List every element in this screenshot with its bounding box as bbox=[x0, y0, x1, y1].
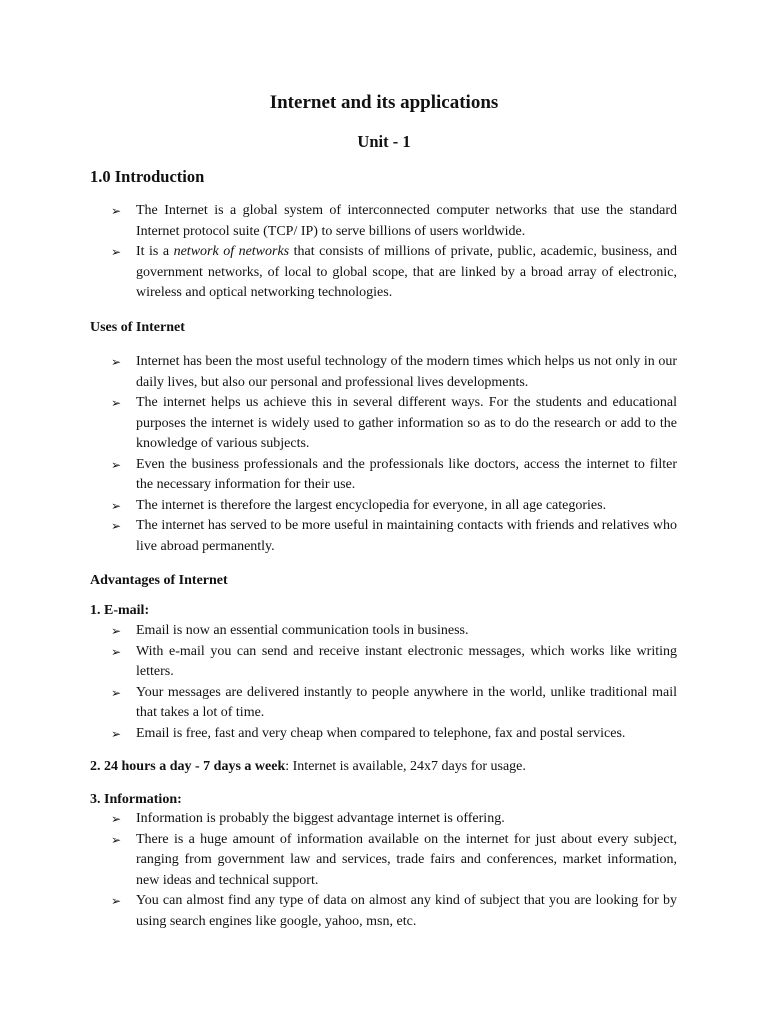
list-item-text: The internet helps us achieve this in several different ways. For the students and educational purposes the internet is widely used to gather information so as to do the research or add to the knowledge of various subjects. bbox=[136, 395, 677, 451]
list-item bbox=[0, 393, 768, 455]
email-list bbox=[0, 621, 768, 744]
arrow-bullet-icon: ➢ bbox=[111, 894, 122, 908]
arrow-bullet-icon: ➢ bbox=[111, 644, 122, 659]
list-item bbox=[0, 242, 768, 304]
arrow-bullet-icon: ➢ bbox=[111, 624, 122, 638]
list-item-text-suffix: that consists of millions of private, public, academic, business, and government networks, of local to global scope, that are linked by a broad array of electronic, wireless and optical networking technologies. bbox=[136, 244, 678, 300]
list-item bbox=[0, 516, 768, 557]
list-item-text: The internet is therefore the largest encyclopedia for everyone, in all age categories. bbox=[136, 497, 607, 513]
section-title: 24 hours a day - 7 days a week bbox=[104, 759, 286, 774]
arrow-bullet-icon: ➢ bbox=[111, 204, 122, 218]
list-item bbox=[0, 642, 768, 683]
introduction-list bbox=[0, 201, 768, 304]
list-item-text: Internet has been the most useful technology of the modern times which helps us not only in our daily lives, but also our personal and professional lives developments. bbox=[136, 354, 677, 390]
arrow-bullet-icon: ➢ bbox=[111, 457, 122, 472]
section-title: Information: bbox=[104, 792, 182, 807]
information-list bbox=[0, 809, 768, 932]
email-heading bbox=[90, 603, 149, 619]
arrow-bullet-icon: ➢ bbox=[111, 519, 122, 533]
availability-heading bbox=[90, 759, 526, 775]
arrow-bullet-icon: ➢ bbox=[111, 355, 122, 369]
information-heading bbox=[90, 792, 182, 808]
list-item bbox=[0, 455, 768, 496]
arrow-bullet-icon: ➢ bbox=[111, 498, 122, 513]
arrow-bullet-icon: ➢ bbox=[111, 832, 122, 847]
section-title: E-mail: bbox=[104, 603, 150, 618]
list-item-text: Your messages are delivered instantly to people anywhere in the world, unlike traditional mail that takes a lot of time. bbox=[136, 684, 677, 720]
list-item-text: You can almost find any type of data on almost any kind of subject that you are looking for by using search engines like google, yahoo, msn, etc. bbox=[136, 893, 677, 929]
list-item-text: Information is probably the biggest advantage internet is offering. bbox=[136, 811, 505, 826]
list-item-text: Email is now an essential communication tools in business. bbox=[136, 623, 469, 638]
list-item bbox=[0, 724, 768, 745]
list-item-text-prefix: It is a bbox=[136, 244, 174, 259]
section-text: : Internet is available, 24x7 days for usage. bbox=[285, 759, 526, 774]
section-number: 3. bbox=[90, 792, 101, 807]
arrow-bullet-icon: ➢ bbox=[111, 245, 122, 259]
list-item-text: With e-mail you can send and receive instant electronic messages, which works like writing letters. bbox=[136, 643, 677, 679]
list-item-text-italic: network of networks bbox=[173, 244, 290, 259]
list-item bbox=[0, 683, 768, 724]
arrow-bullet-icon: ➢ bbox=[111, 726, 122, 741]
list-item bbox=[0, 809, 768, 830]
list-item bbox=[0, 621, 768, 642]
arrow-bullet-icon: ➢ bbox=[111, 812, 122, 826]
document-title: Internet and its applications bbox=[269, 92, 499, 113]
list-item bbox=[0, 201, 768, 242]
uses-heading: Uses of Internet bbox=[90, 320, 185, 335]
list-item-text: There is a huge amount of information available on the internet for just about every subject, ranging from government law and services, trade fairs and conferences, market information, new ideas and technical support. bbox=[136, 831, 677, 888]
list-item-text: Even the business professionals and the professionals like doctors, access the internet to filter the necessary information for their use. bbox=[136, 456, 677, 492]
list-item bbox=[0, 496, 768, 517]
list-item bbox=[0, 891, 768, 932]
section-number: 2. bbox=[90, 759, 101, 774]
unit-heading: Unit - 1 bbox=[357, 132, 411, 151]
list-item bbox=[0, 352, 768, 393]
arrow-bullet-icon: ➢ bbox=[111, 396, 122, 410]
section-number: 1. bbox=[90, 603, 101, 618]
list-item-text: The Internet is a global system of interconnected computer networks that use the standard Internet protocol suite (TCP/ IP) to serve billions of users worldwide. bbox=[136, 203, 677, 239]
arrow-bullet-icon: ➢ bbox=[111, 685, 122, 700]
advantages-heading: Advantages of Internet bbox=[90, 573, 228, 588]
list-item bbox=[0, 830, 768, 892]
list-item-text: Email is free, fast and very cheap when compared to telephone, fax and postal services. bbox=[136, 725, 626, 741]
introduction-heading: 1.0 Introduction bbox=[90, 167, 205, 186]
uses-list bbox=[0, 352, 768, 557]
list-item-text: The internet has served to be more useful in maintaining contacts with friends and relatives who live abroad permanently. bbox=[136, 518, 677, 554]
